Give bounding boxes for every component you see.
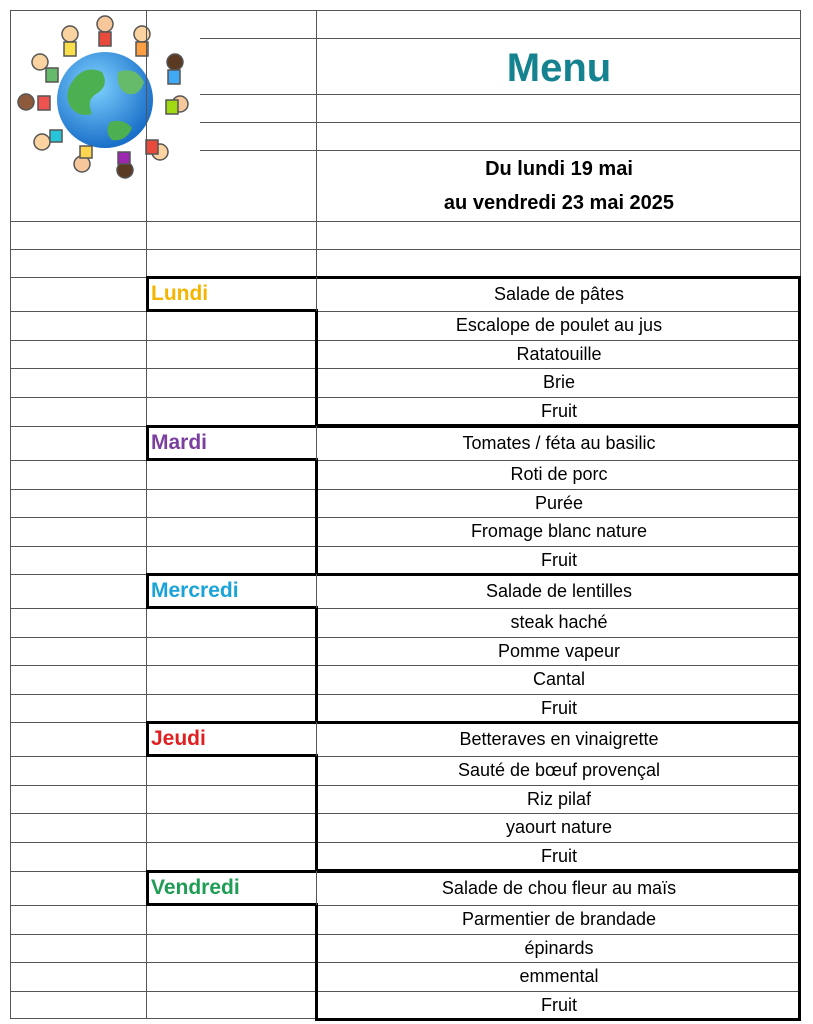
dish-item: Riz pilaf — [526, 788, 592, 809]
day-label-jeudi: Jeudi — [151, 727, 206, 750]
grid-line — [10, 10, 11, 1018]
grid-line — [10, 871, 146, 872]
grid-line — [146, 425, 149, 460]
day-label-lundi: Lundi — [151, 282, 209, 305]
grid-line — [316, 150, 800, 151]
grid-line — [316, 277, 317, 311]
children-around-globe-icon — [10, 12, 200, 182]
dish-item: Salade de lentilles — [485, 581, 633, 601]
grid-line — [10, 426, 146, 427]
grid-line — [10, 694, 800, 695]
dish-item: Roti de porc — [510, 464, 608, 485]
grid-line — [316, 722, 317, 756]
dish-item: Pomme vapeur — [497, 640, 621, 661]
dish-item: Fruit — [541, 994, 577, 1015]
grid-line — [146, 903, 318, 906]
dish-item: Fruit — [541, 400, 577, 421]
grid-line — [315, 1018, 801, 1021]
dish-item: Fruit — [541, 845, 577, 866]
grid-line — [146, 721, 149, 756]
grid-line — [10, 460, 800, 461]
grid-line — [316, 122, 800, 123]
grid-line — [10, 574, 146, 575]
page-title: Menu — [506, 46, 612, 90]
grid-line — [10, 637, 800, 638]
grid-line — [10, 249, 800, 250]
dish-item: Tomates / féta au basilic — [462, 433, 656, 453]
dish-item: Sauté de bœuf provençal — [457, 760, 661, 781]
dish-item: Fromage blanc nature — [470, 521, 648, 542]
grid-line — [10, 934, 800, 935]
grid-line — [10, 397, 800, 398]
dish-item: Parmentier de brandade — [461, 909, 657, 930]
date-range — [318, 152, 800, 222]
grid-line — [10, 665, 800, 666]
date-line-2: au vendredi 23 mai 2025 — [443, 192, 675, 214]
dish-item: Escalope de poulet au jus — [455, 315, 663, 336]
grid-line — [146, 458, 318, 461]
dish-item: emmental — [519, 966, 599, 987]
dish-item: Salade de chou fleur au maïs — [441, 878, 677, 898]
grid-line — [146, 309, 318, 312]
dish-item: yaourt nature — [505, 817, 613, 838]
dish-item: Purée — [534, 492, 584, 513]
dish-item: steak haché — [510, 612, 608, 633]
grid-line — [316, 871, 317, 905]
grid-line — [10, 340, 800, 341]
grid-line — [10, 905, 800, 906]
dish-item: Ratatouille — [516, 343, 602, 364]
grid-line — [10, 608, 800, 609]
date-line-1: Du lundi 19 mai — [485, 158, 633, 180]
dish-item: Fruit — [541, 549, 577, 570]
dish-item: Salade de pâtes — [493, 284, 625, 304]
grid-line — [146, 425, 801, 428]
grid-line — [10, 311, 800, 312]
grid-line — [146, 870, 801, 873]
grid-line — [10, 842, 800, 843]
day-label-mercredi: Mercredi — [151, 579, 239, 602]
grid-line — [10, 785, 800, 786]
grid-line — [146, 606, 318, 609]
grid-line — [146, 573, 149, 608]
grid-line — [10, 517, 800, 518]
dish-item: Fruit — [541, 697, 577, 718]
grid-line — [146, 721, 801, 724]
grid-line — [10, 962, 800, 963]
dish-item: épinards — [524, 937, 594, 958]
grid-line — [10, 277, 146, 278]
day-label-mardi: Mardi — [151, 431, 208, 454]
grid-line — [10, 221, 800, 222]
grid-line — [146, 276, 149, 311]
grid-line — [10, 10, 800, 11]
grid-line — [316, 94, 800, 95]
grid-line — [146, 573, 801, 576]
grid-line — [200, 38, 800, 39]
grid-line — [146, 870, 149, 905]
grid-line — [316, 426, 317, 460]
grid-line — [10, 722, 146, 723]
dish-item: Brie — [542, 372, 575, 393]
grid-line — [10, 546, 800, 547]
grid-line — [316, 574, 317, 608]
dish-item: Betteraves en vinaigrette — [459, 729, 659, 749]
grid-line — [10, 368, 800, 369]
grid-line — [10, 991, 800, 992]
grid-line — [316, 10, 317, 277]
grid-line — [146, 754, 318, 757]
grid-line — [10, 813, 800, 814]
dish-item: Cantal — [532, 669, 586, 690]
grid-line — [146, 276, 801, 279]
grid-line — [146, 10, 147, 1018]
grid-line — [10, 756, 800, 757]
day-label-vendredi: Vendredi — [151, 876, 240, 899]
grid-line — [10, 489, 800, 490]
